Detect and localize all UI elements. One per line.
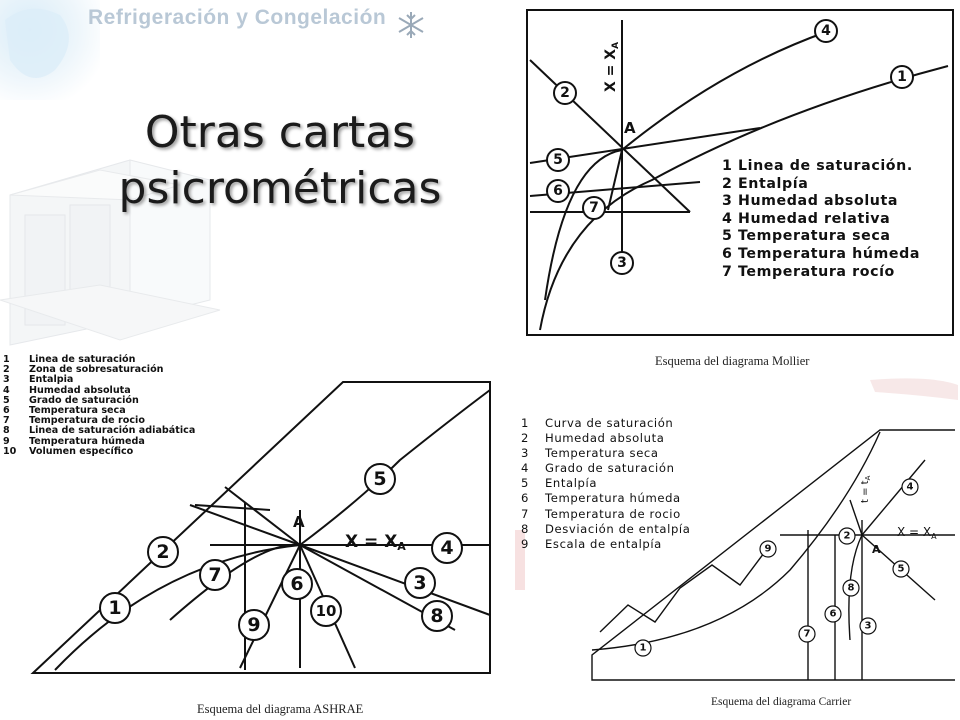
carrier-marker-label: 8 xyxy=(847,582,855,594)
mollier-legend-text: Temperatura rocío xyxy=(738,263,895,280)
carrier-t-label: $t = t_A$ xyxy=(860,475,872,503)
mollier-legend-item xyxy=(722,228,920,246)
carrier-marker-label: 2 xyxy=(843,530,851,542)
carrier-legend-number: 6 xyxy=(521,491,529,506)
mollier-legend-number: 4 xyxy=(722,210,733,227)
carrier-marker-label: 5 xyxy=(897,563,905,575)
ashrae-marker-label: 2 xyxy=(156,541,170,563)
carrier-legend-text: Entalpía xyxy=(545,476,598,491)
ashrae-legend-item xyxy=(3,447,195,457)
carrier-marker-label: 3 xyxy=(864,620,872,632)
carrier-legend-number: 3 xyxy=(521,446,529,461)
mollier-marker-label: 5 xyxy=(553,152,563,168)
carrier-marker-label: 1 xyxy=(639,642,647,654)
ashrae-point-a: A xyxy=(293,513,305,531)
ashrae-legend-number: 6 xyxy=(3,405,10,417)
mollier-legend-text: Temperatura húmeda xyxy=(738,245,921,262)
mollier-caption: Esquema del diagrama Mollier xyxy=(655,354,810,368)
ashrae-legend xyxy=(3,355,195,457)
carrier-caption: Esquema del diagrama Carrier xyxy=(711,696,852,708)
ashrae-line-2 xyxy=(225,487,300,545)
ashrae-legend-text: Volumen específico xyxy=(29,445,134,457)
carrier-legend-text: Desviación de entalpía xyxy=(545,521,691,536)
slide-title-line2: psicrométricas xyxy=(118,163,442,214)
ashrae-legend-text: Linea de saturación adiabática xyxy=(29,425,196,437)
carrier-legend-number: 1 xyxy=(521,416,529,430)
mollier-legend-number: 5 xyxy=(722,228,733,245)
ashrae-marker-label: 4 xyxy=(440,537,454,559)
mollier-legend-item xyxy=(722,158,920,176)
mollier-legend-number: 6 xyxy=(722,245,733,262)
ashrae-line-9 xyxy=(240,545,300,668)
slide-title-line1: Otras cartas xyxy=(144,107,416,158)
mollier-marker-label: 1 xyxy=(897,69,907,85)
mollier-legend-number: 3 xyxy=(722,193,733,210)
carrier-legend-text: Temperatura de rocio xyxy=(545,506,681,521)
mollier-point-a: A xyxy=(624,119,636,137)
ashrae-legend-text: Temperatura de rocio xyxy=(29,415,145,427)
carrier-legend-number: 8 xyxy=(521,521,529,536)
ashrae-legend-text: Grado de saturación xyxy=(29,394,139,406)
carrier-line-4 xyxy=(862,460,925,535)
carrier-point-a: A xyxy=(872,543,881,556)
ashrae-legend-number: 7 xyxy=(3,415,10,427)
ashrae-marker-label: 7 xyxy=(208,564,222,586)
mollier-legend-number: 1 xyxy=(722,158,733,174)
carrier-legend-number: 9 xyxy=(521,536,529,551)
carrier-legend-text: Temperatura seca xyxy=(545,446,659,461)
mollier-legend-item xyxy=(722,176,920,194)
carrier-legend-text: Temperatura húmeda xyxy=(545,491,681,506)
ashrae-legend-number: 5 xyxy=(3,394,10,406)
mollier-legend-item xyxy=(722,193,920,211)
mollier-legend-item xyxy=(722,264,920,282)
ashrae-legend-number: 9 xyxy=(3,435,10,447)
mollier-marker-label: 3 xyxy=(617,255,627,271)
mollier-axis-label: $X = X_A$ xyxy=(603,41,621,92)
ashrae-curve-low xyxy=(170,545,300,620)
carrier-marker-label: 7 xyxy=(803,628,811,640)
course-header-title: Refrigeración y Congelación xyxy=(88,6,387,29)
carrier-enthalpy-steps xyxy=(600,545,770,632)
ashrae-caption: Esquema del diagrama ASHRAE xyxy=(197,702,364,716)
carrier-legend-item xyxy=(521,461,690,476)
ashrae-legend-number: 2 xyxy=(3,364,10,376)
ashrae-legend-text: Temperatura húmeda xyxy=(29,435,145,447)
mollier-legend-text: Linea de saturación. xyxy=(738,158,913,174)
ashrae-marker-label: 5 xyxy=(373,468,387,490)
mollier-legend-text: Humedad absoluta xyxy=(738,193,899,210)
ashrae-legend-text: Humedad absoluta xyxy=(29,384,131,396)
mollier-legend-text: Temperatura seca xyxy=(738,228,891,245)
mollier-legend-text: Entalpía xyxy=(738,175,809,192)
ashrae-legend-text: Zona de sobresaturación xyxy=(29,364,164,376)
ashrae-legend-number: 4 xyxy=(3,384,10,396)
mollier-marker-label: 6 xyxy=(553,183,563,199)
carrier-legend-item xyxy=(521,522,690,537)
ashrae-legend-number: 3 xyxy=(3,374,10,386)
carrier-legend-number: 2 xyxy=(521,431,529,446)
mollier-legend-item xyxy=(722,211,920,229)
carrier-legend xyxy=(521,416,690,552)
carrier-marker-label: 6 xyxy=(829,608,837,620)
mollier-legend xyxy=(722,158,920,281)
carrier-legend-number: 4 xyxy=(521,461,529,476)
carrier-marker-label: 9 xyxy=(764,543,772,555)
carrier-legend-item xyxy=(521,491,690,506)
mollier-legend-text: Humedad relativa xyxy=(738,210,891,227)
ashrae-legend-number: 10 xyxy=(3,445,17,457)
ashrae-marker-label: 6 xyxy=(290,573,304,595)
mollier-legend-number: 2 xyxy=(722,175,733,192)
mollier-legend-item xyxy=(722,246,920,264)
mollier-legend-number: 7 xyxy=(722,263,733,280)
carrier-legend-item xyxy=(521,507,690,522)
mollier-marker-label: 7 xyxy=(589,200,599,216)
ashrae-legend-number: 8 xyxy=(3,425,10,437)
ashrae-marker-label: 10 xyxy=(315,602,337,620)
ashrae-legend-text: Temperatura seca xyxy=(29,405,126,417)
mollier-marker-label: 4 xyxy=(821,23,831,39)
carrier-legend-number: 5 xyxy=(521,476,529,491)
slide-title xyxy=(100,105,460,217)
carrier-legend-item xyxy=(521,416,690,431)
ashrae-axis-label: X = XA xyxy=(345,532,406,553)
carrier-legend-item xyxy=(521,537,690,552)
carrier-legend-item xyxy=(521,431,690,446)
carrier-legend-item xyxy=(521,446,690,461)
carrier-legend-text: Escala de entalpía xyxy=(545,536,662,551)
ashrae-marker-label: 9 xyxy=(247,614,261,636)
carrier-marker-label: 4 xyxy=(906,481,914,493)
snowflake-icon xyxy=(396,10,426,40)
carrier-legend-text: Grado de saturación xyxy=(545,461,675,476)
ashrae-legend-number: 1 xyxy=(3,354,10,365)
carrier-legend-number: 7 xyxy=(521,506,529,521)
ashrae-marker-label: 3 xyxy=(413,572,427,594)
ashrae-marker-label: 8 xyxy=(430,605,444,627)
ashrae-legend-text: Linea de saturación xyxy=(29,354,136,365)
ashrae-marker-label: 1 xyxy=(108,597,122,619)
carrier-legend-item xyxy=(521,476,690,491)
carrier-legend-text: Curva de saturación xyxy=(545,416,674,430)
carrier-axis-label: $X = X_A$ xyxy=(897,525,937,541)
mollier-marker-label: 2 xyxy=(560,85,570,101)
carrier-legend-text: Humedad absoluta xyxy=(545,431,665,446)
ashrae-legend-text: Entalpia xyxy=(29,374,74,386)
